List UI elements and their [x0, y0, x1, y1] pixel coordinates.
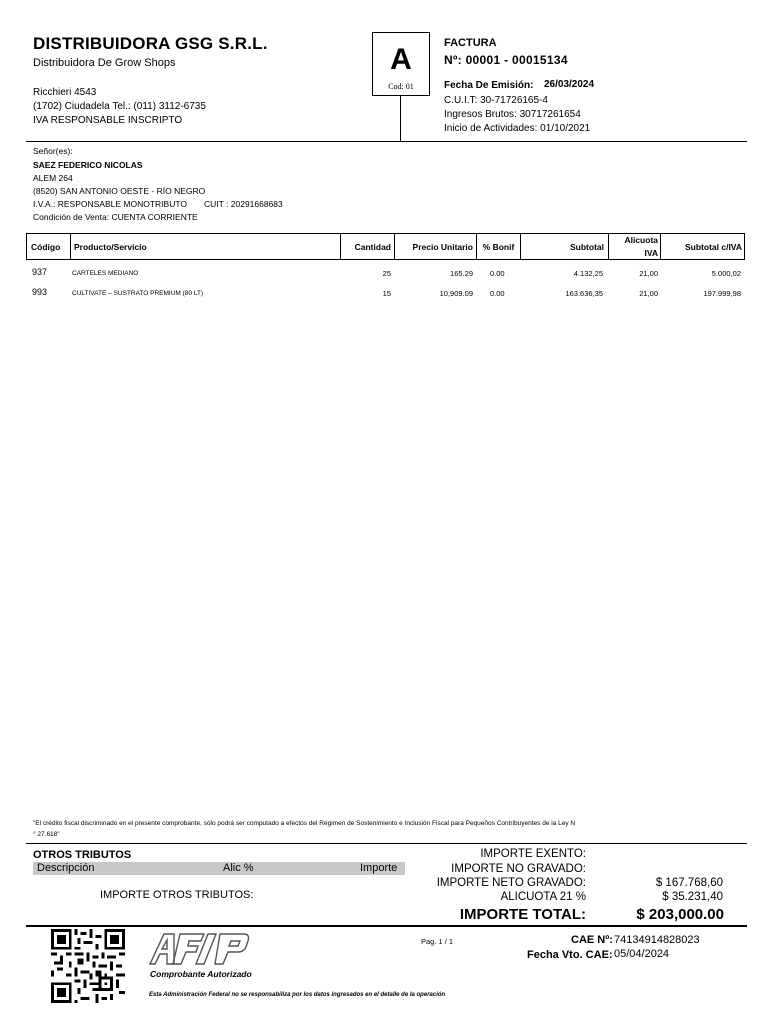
- emission-date: 26/03/2024: [544, 79, 595, 90]
- row-subtotal-vat: 197.999,98: [703, 289, 741, 298]
- client-label: Señor(es):: [33, 146, 73, 156]
- col-product-header: Producto/Servicio: [71, 234, 341, 259]
- col-vat-rate-header-line1: Alicuota: [624, 234, 658, 245]
- other-taxes-total-label: IMPORTE OTROS TRIBUTOS:: [100, 889, 254, 901]
- col-qty-header: Cantidad: [341, 234, 395, 259]
- invoice-type-letter: A: [390, 43, 412, 76]
- col-vat-rate-header-line2: IVA: [644, 247, 658, 258]
- company-city-phone: (1702) Ciudadela Tel.: (011) 3112-6735: [33, 101, 206, 112]
- row-discount: 0.00: [490, 269, 505, 278]
- company-name: DISTRIBUIDORA GSG S.R.L.: [33, 34, 268, 53]
- row-unit-price: 10,909.09: [439, 289, 473, 298]
- row-subtotal-vat: 5.000,02: [711, 269, 741, 278]
- vat-amount-value: $ 35.231,40: [662, 891, 723, 903]
- cae-due-value: 05/04/2024: [614, 948, 670, 960]
- afip-disclaimer: Esta Administración Federal no se responsabiliza por los datos ingresados en el detalle de la operación: [149, 992, 446, 998]
- exempt-amount-label: IMPORTE EXENTO:: [480, 848, 586, 860]
- row-qty: 25: [382, 269, 391, 278]
- other-taxes-header-bar: [33, 862, 405, 875]
- issuer-gross-income: Ingresos Brutos: 30717261654: [444, 109, 581, 120]
- row-product: CARTELES MEDIANO: [72, 270, 139, 277]
- client-name: SAEZ FEDERICO NICOLAS: [33, 160, 143, 170]
- fiscal-note: [33, 818, 673, 840]
- footer-divider-top: [26, 843, 747, 844]
- table-row: [26, 267, 745, 283]
- invoice-type-box: [372, 32, 430, 96]
- col-vat-rate-header: [609, 234, 661, 259]
- qr-code: [48, 929, 128, 1003]
- header-divider: [26, 141, 747, 142]
- total-amount-value: $ 203,000.00: [636, 906, 724, 923]
- company-iva-condition: IVA RESPONSABLE INSCRIPTO: [33, 115, 183, 126]
- col-discount-header: % Bonif: [477, 234, 521, 259]
- row-product: CULTIVATE – SUSTRATO PREMIUM (80 LT): [72, 290, 204, 297]
- fiscal-note-line2: ° 27.618": [33, 831, 60, 838]
- col-code-header: Código: [27, 234, 71, 259]
- row-qty: 15: [382, 289, 391, 298]
- row-unit-price: 165.29: [450, 269, 473, 278]
- row-code: 937: [32, 267, 48, 277]
- emission-label: Fecha De Emisión:: [444, 80, 534, 91]
- authorized-receipt-label: Comprobante Autorizado: [150, 969, 252, 979]
- afip-logo: [148, 932, 252, 966]
- cae-label: CAE Nº:: [571, 934, 613, 946]
- header-divider-vertical: [400, 95, 401, 141]
- vat-amount-label: ALICUOTA 21 %: [500, 891, 586, 903]
- row-discount: 0.00: [490, 289, 505, 298]
- total-amount-label: IMPORTE TOTAL:: [459, 906, 586, 923]
- client-city: (8520) SAN ANTONIO OESTE - RÍO NEGRO: [33, 186, 206, 196]
- row-code: 993: [32, 287, 48, 297]
- other-taxes-col-rate: Alic %: [223, 862, 254, 874]
- invoice-label: FACTURA: [444, 37, 497, 49]
- cae-value: 74134914828023: [614, 934, 700, 946]
- client-iva: I.V.A.: RESPONSABLE MONOTRIBUTO: [33, 199, 187, 209]
- items-table-header: [26, 233, 745, 260]
- net-taxed-amount-label: IMPORTE NETO GRAVADO:: [436, 877, 586, 889]
- fiscal-note-line1: "El crédito fiscal discriminado en el presente comprobante, sólo podrá ser computado a efectos del Régimen de Sostenimiento e Inclusión Fiscal para Pequeños Contribuyentes de la Ley N: [33, 820, 576, 827]
- other-taxes-title: OTROS TRIBUTOS: [33, 849, 132, 861]
- other-taxes-col-desc: Descripción: [37, 862, 95, 874]
- row-vat-rate: 21,00: [639, 289, 658, 298]
- company-address: Ricchieri 4543: [33, 87, 97, 98]
- invoice-type-code: Cod: 01: [388, 82, 414, 91]
- net-taxed-amount-value: $ 167.768,60: [655, 877, 723, 889]
- other-taxes-col-amount: Importe: [360, 862, 398, 874]
- row-subtotal: 4.132,25: [573, 269, 603, 278]
- page-number: Pag. 1 / 1: [421, 937, 454, 946]
- table-row: [26, 287, 745, 303]
- client-cuit: CUIT : 20291668683: [204, 199, 283, 209]
- footer-divider-bottom: [26, 925, 747, 927]
- col-subtotal-vat-header: Subtotal c/IVA: [685, 241, 742, 252]
- invoice-number: Nº: 00001 - 00015134: [444, 53, 568, 67]
- company-tagline: Distribuidora De Grow Shops: [33, 57, 176, 69]
- issuer-cuit: C.U.I.T: 30-71726165-4: [444, 95, 548, 106]
- row-vat-rate: 21,00: [639, 269, 658, 278]
- cae-due-label: Fecha Vto. CAE:: [527, 949, 613, 961]
- not-taxed-amount-label: IMPORTE NO GRAVADO:: [451, 863, 586, 875]
- client-address: ALEM 264: [33, 173, 73, 183]
- row-subtotal: 163.636,35: [565, 289, 603, 298]
- issuer-activity-start: Inicio de Actividades: 01/10/2021: [444, 123, 591, 134]
- col-unit-price-header: Precio Unitario: [395, 234, 477, 259]
- client-sale-condition: Condición de Venta: CUENTA CORRIENTE: [33, 212, 198, 222]
- col-subtotal-header: Subtotal: [521, 234, 609, 259]
